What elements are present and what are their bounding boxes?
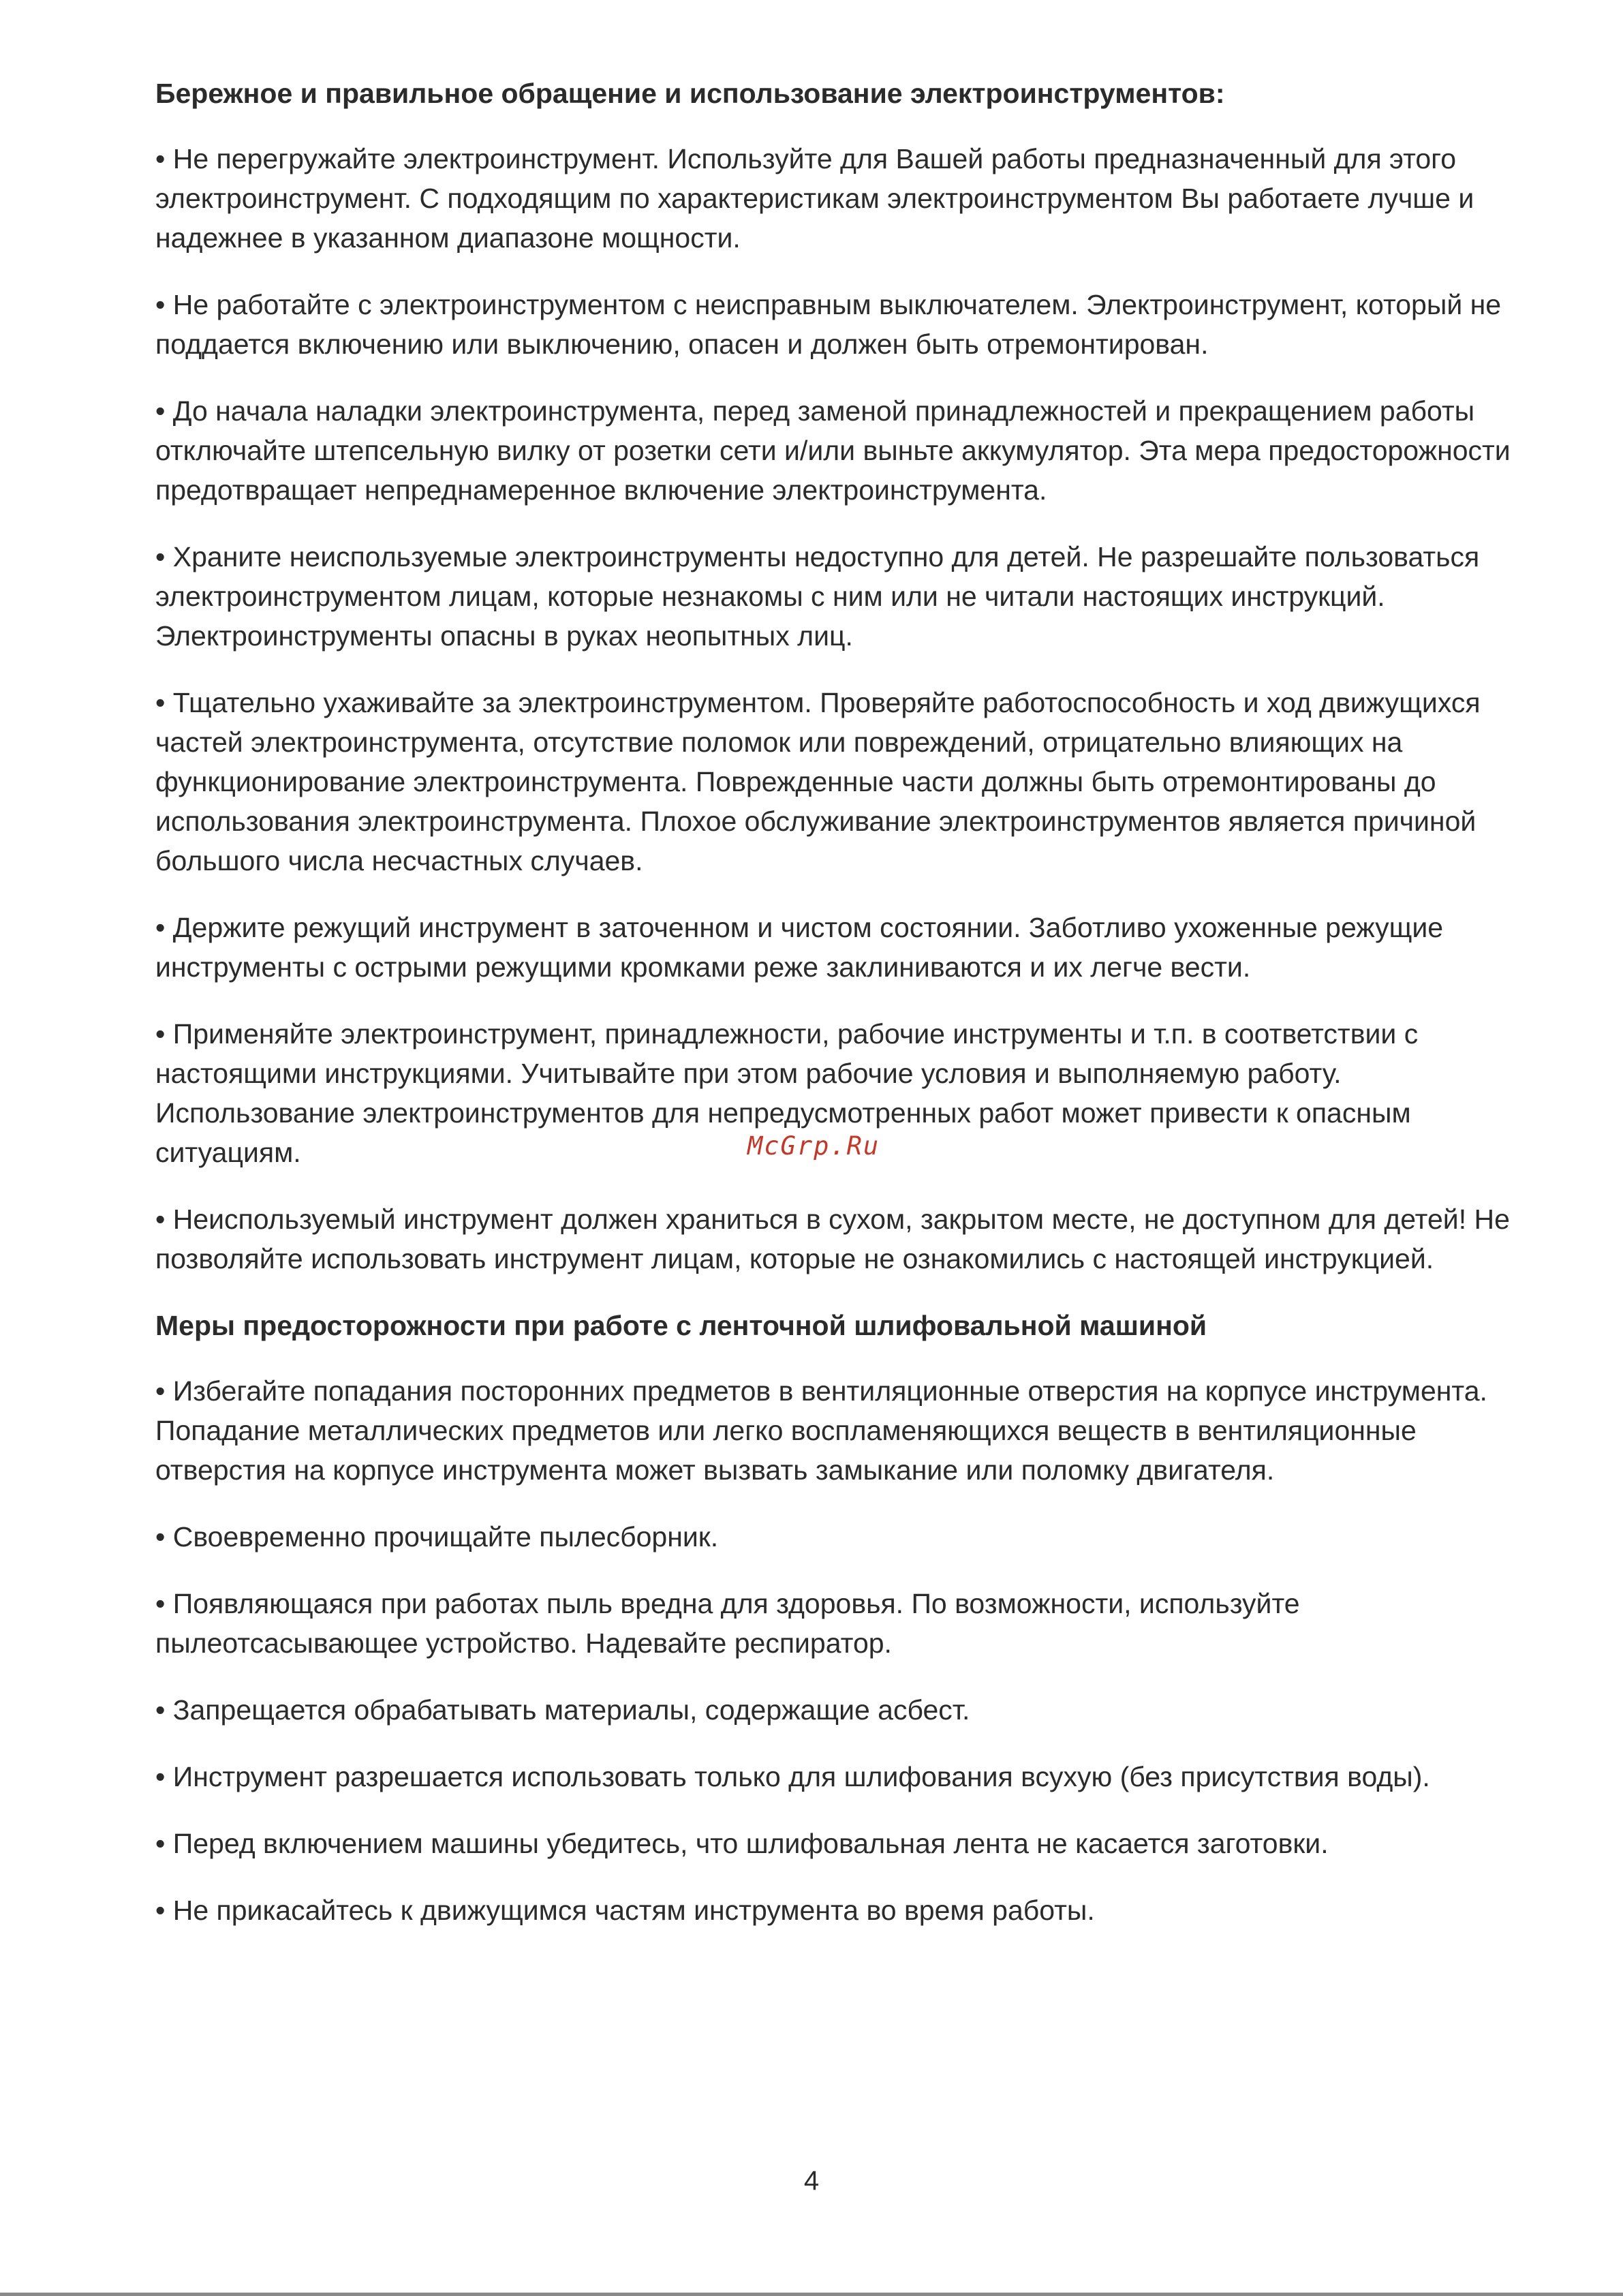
document-page (155, 74, 1511, 1957)
list-item: • До начала наладки электроинструмента, перед заменой принадлежностей и прекращением работы отключайте штепсельную вилку от розетки сети и/или выньте аккумулятор. Эта мера предосторожности предотвращает непреднамеренное включение электроинструмента. (155, 395, 1511, 506)
list-item: • Тщательно ухаживайте за электроинструментом. Проверяйте работоспособность и ход движущихся частей электроинструмента, отсутствие поломок или повреждений, отрицательно влияющих на функционирование электроинструмента. Поврежденные части должны быть отремонтированы до использования электроинструмента. Плохое обслуживание электроинструментов является причиной большого числа несчастных случаев. (155, 687, 1481, 876)
list-item: • Неиспользуемый инструмент должен храниться в сухом, закрытом месте, не доступном для детей! Не позволяйте использовать инструмент лицам, которые не ознакомились с настоящей инструкцией. (155, 1204, 1510, 1274)
list-item: • Инструмент разрешается использовать только для шлифования всухую (без присутствия воды). (155, 1761, 1430, 1792)
list-item: • Запрещается обрабатывать материалы, содержащие асбест. (155, 1694, 970, 1726)
list-item: • Не работайте с электроинструментом с неисправным выключателем. Электроинструмент, который не поддается включению или выключению, опасен и должен быть отремонтирован. (155, 289, 1502, 360)
section-heading-belt-sander-safety: Меры предосторожности при работе с ленточной шлифовальной машиной (155, 1310, 1207, 1341)
page-number: 4 (803, 2166, 820, 2196)
list-item: • Своевременно прочищайте пылесборник. (155, 1521, 719, 1552)
list-item: • Применяйте электроинструмент, принадлежности, рабочие инструменты и т.п. в соответствии с настоящими инструкциями. Учитывайте при этом рабочие условия и выполняемую работу. Использование электроинструментов для непредусмотренных работ может привести к опасным ситуациям. (155, 1018, 1419, 1168)
list-item: • Не перегружайте электроинструмент. Используйте для Вашей работы предназначенный для этого электроинструмент. С подходящим по характеристикам электроинструментом Вы работаете лучше и надежнее в указанном диапазоне мощности. (155, 143, 1474, 254)
list-item: • Храните неиспользуемые электроинструменты недоступно для детей. Не разрешайте пользоваться электроинструментом лицам, которые незнакомы с ним или не читали настоящих инструкций. Электроинструменты опасны в руках неопытных лиц. (155, 541, 1480, 652)
list-item: • Перед включением машины убедитесь, что шлифовальная лента не касается заготовки. (155, 1828, 1329, 1859)
list-item: • Появляющаяся при работах пыль вредна для здоровья. По возможности, используйте пылеотсасывающее устройство. Надевайте респиратор. (155, 1588, 1300, 1659)
list-item: • Держите режущий инструмент в заточенном и чистом состоянии. Заботливо ухоженные режущие инструменты с острыми режущими кромками реже заклиниваются и их легче вести. (155, 912, 1444, 983)
page-bottom-divider (0, 2293, 1623, 2296)
watermark: McGrp.Ru (747, 1131, 880, 1161)
section-heading-careful-use: Бережное и правильное обращение и использование электроинструментов: (155, 78, 1225, 109)
list-item: • Избегайте попадания посторонних предметов в вентиляционные отверстия на корпусе инструмента. Попадание металлических предметов или легко воспламеняющихся веществ в вентиляционные отверстия на корпусе инструмента может вызвать замыкание или поломку двигателя. (155, 1375, 1487, 1486)
list-item: • Не прикасайтесь к движущимся частям инструмента во время работы. (155, 1895, 1095, 1926)
